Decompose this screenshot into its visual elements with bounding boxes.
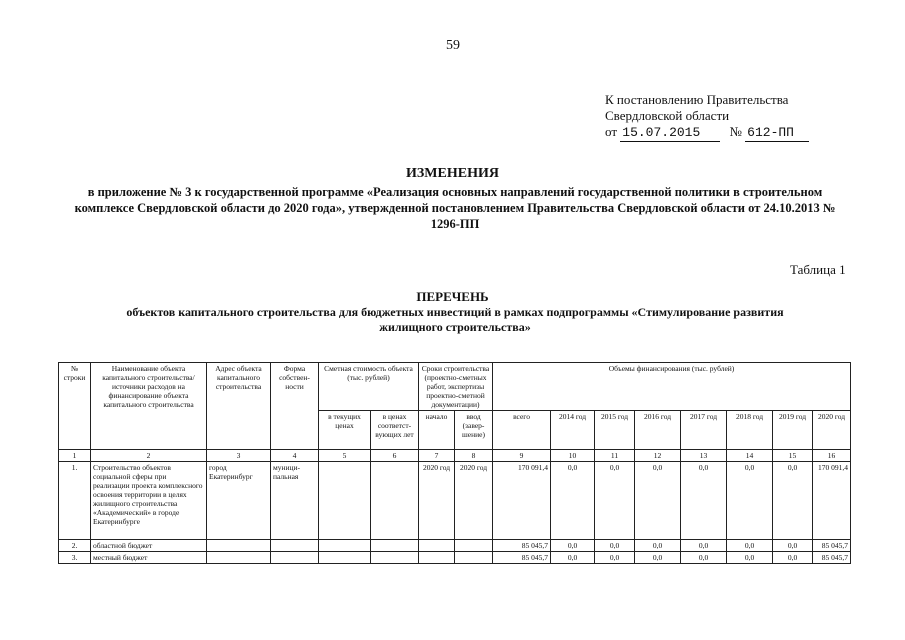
row-year-value: 0,0 (681, 462, 727, 540)
row-ownership (271, 552, 319, 564)
decree-number-prefix: № (729, 124, 742, 139)
row-year-value: 0,0 (595, 462, 635, 540)
row-year-value: 0,0 (773, 552, 813, 564)
row-est-period (371, 552, 419, 564)
column-number: 10 (551, 450, 595, 462)
row-year-value: 0,0 (595, 552, 635, 564)
header-terms: Сроки строительства (проектно-сметных работ, экспертизы проектно-сметной документации) (419, 363, 493, 411)
header-year: 2019 год (773, 411, 813, 450)
column-numbers-row (59, 450, 851, 462)
column-number: 13 (681, 450, 727, 462)
row-est-current (319, 540, 371, 552)
column-number: 4 (271, 450, 319, 462)
row-name: Строительство объектов социальной сферы при реализации проекта комплексного освоения территории в целях жилищного строительства «Академический» в городе Екатеринбурге (91, 462, 207, 540)
decree-date-prefix: от (605, 124, 618, 139)
column-number: 8 (455, 450, 493, 462)
row-year-value: 0,0 (635, 540, 681, 552)
list-title: ПЕРЕЧЕНЬ (416, 289, 489, 304)
row-end (455, 540, 493, 552)
header-financing: Объемы финансирования (тыс. рублей) (493, 363, 851, 411)
column-number: 1 (59, 450, 91, 462)
header-row-no: № строки (59, 363, 91, 450)
row-address (207, 540, 271, 552)
header-year: 2015 год (595, 411, 635, 450)
row-end: 2020 год (455, 462, 493, 540)
column-number: 15 (773, 450, 813, 462)
row-start (419, 540, 455, 552)
objects-table (58, 362, 851, 564)
column-number: 6 (371, 450, 419, 462)
row-year-value: 85 045,7 (813, 552, 851, 564)
list-subtitle: объектов капитального строительства для бюджетных инвестиций в рамках подпрограммы «Стимулирование развития жилищного строительства» (126, 305, 784, 334)
decree-number: 612-ПП (745, 125, 809, 142)
row-year-value: 170 091,4 (813, 462, 851, 540)
header-terms-end: ввод (завер-шение) (455, 411, 493, 450)
header-estimate-period: в ценах соответст-вующих лет (371, 411, 419, 450)
row-address: город Екатеринбург (207, 462, 271, 540)
row-year-value: 0,0 (595, 540, 635, 552)
column-number: 16 (813, 450, 851, 462)
column-number: 9 (493, 450, 551, 462)
row-year-value: 0,0 (727, 462, 773, 540)
row-no: 2. (59, 540, 91, 552)
row-year-value: 0,0 (635, 552, 681, 564)
row-year-value: 0,0 (551, 462, 595, 540)
row-year-value: 0,0 (635, 462, 681, 540)
header-ownership: Форма собствен-ности (271, 363, 319, 450)
table-row (59, 462, 851, 540)
row-year-value: 0,0 (681, 552, 727, 564)
row-total: 170 091,4 (493, 462, 551, 540)
row-start: 2020 год (419, 462, 455, 540)
row-start (419, 552, 455, 564)
page-number: 59 (446, 38, 460, 53)
row-year-value: 0,0 (551, 552, 595, 564)
header-year: 2018 год (727, 411, 773, 450)
header-name: Наименование объекта капитального строительства/ источники расходов на финансирование объекта капитального строительства (91, 363, 207, 450)
column-number: 5 (319, 450, 371, 462)
row-year-value: 0,0 (773, 540, 813, 552)
header-year: 2017 год (681, 411, 727, 450)
row-ownership: муници-пальная (271, 462, 319, 540)
decree-date: 15.07.2015 (620, 125, 720, 142)
row-est-period (371, 462, 419, 540)
row-name: местный бюджет (91, 552, 207, 564)
header-year: 2016 год (635, 411, 681, 450)
table-row (59, 552, 851, 564)
decree-line-2: Свердловской области (605, 108, 730, 123)
header-year: 2014 год (551, 411, 595, 450)
table-row (59, 540, 851, 552)
column-number: 2 (91, 450, 207, 462)
decree-reference (605, 92, 809, 142)
row-no: 3. (59, 552, 91, 564)
column-number: 11 (595, 450, 635, 462)
table-number: Таблица 1 (790, 262, 846, 277)
row-year-value: 0,0 (551, 540, 595, 552)
row-year-value: 0,0 (727, 552, 773, 564)
decree-line-1: К постановлению Правительства (605, 92, 789, 107)
changes-title: ИЗМЕНЕНИЯ (406, 166, 499, 181)
row-year-value: 85 045,7 (813, 540, 851, 552)
row-year-value: 0,0 (681, 540, 727, 552)
row-est-current (319, 552, 371, 564)
header-address: Адрес объекта капитального строительства (207, 363, 271, 450)
row-no: 1. (59, 462, 91, 540)
decree-date-line (605, 124, 809, 142)
row-address (207, 552, 271, 564)
row-year-value: 0,0 (727, 540, 773, 552)
row-year-value: 0,0 (773, 462, 813, 540)
row-est-current (319, 462, 371, 540)
row-est-period (371, 540, 419, 552)
row-total: 85 045,7 (493, 540, 551, 552)
column-number: 3 (207, 450, 271, 462)
table-header-row-1 (59, 363, 851, 411)
row-name: областной бюджет (91, 540, 207, 552)
row-end (455, 552, 493, 564)
header-estimate-current: в текущих ценах (319, 411, 371, 450)
column-number: 12 (635, 450, 681, 462)
column-number: 7 (419, 450, 455, 462)
header-total: всего (493, 411, 551, 450)
column-number: 14 (727, 450, 773, 462)
changes-subtitle: в приложение № 3 к государственной программе «Реализация основных направлений государственной политики в строительном комплексе Свердловской области до 2020 года», утвержденной постановлением Правительства Свердловской области от 24.10.2013 № 1296-ПП (74, 185, 836, 231)
header-estimate: Сметная стоимость объекта (тыс. рублей) (319, 363, 419, 411)
header-terms-start: начало (419, 411, 455, 450)
row-total: 85 045,7 (493, 552, 551, 564)
row-ownership (271, 540, 319, 552)
header-year: 2020 год (813, 411, 851, 450)
